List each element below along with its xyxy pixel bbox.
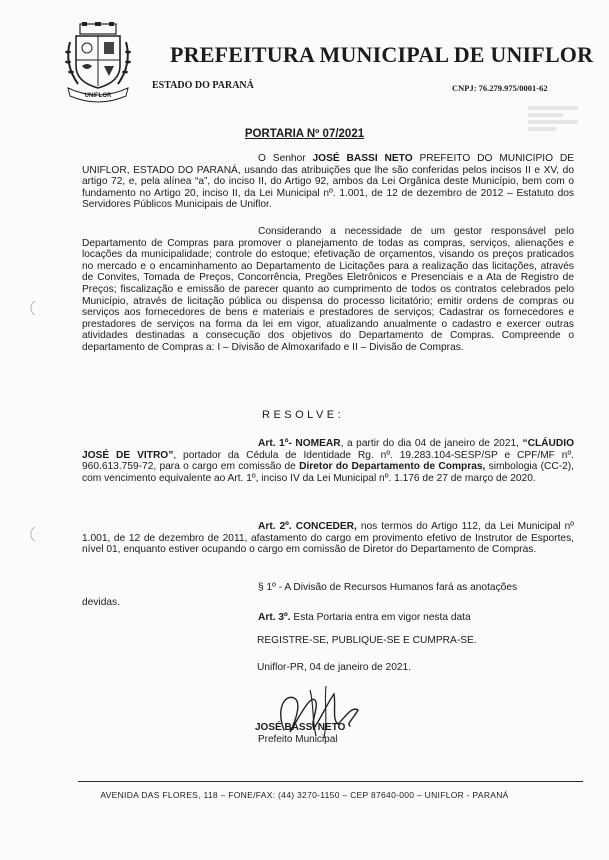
footer-address: AVENIDA DAS FLORES, 118 – FONE/FAX: (44) 3270-1150 – CEP 87640-000 – UNIFLOR - PARANÁ <box>100 790 509 800</box>
article-1-text-c: simbologia (CC-2), com vencimento equivalente ao Art. 1º, inciso IV da Lei Municipal nº. 1.176 de 27 de março de 2020. <box>82 461 575 484</box>
resolve-heading: RESOLVE: <box>262 409 345 421</box>
portaria-heading: PORTARIA Nº 07/2021 <box>244 128 365 140</box>
municipal-crest-logo <box>62 22 134 104</box>
closing-formula: REGISTRE-SE, PUBLIQUE-SE E CUMPRA-SE. <box>257 635 477 646</box>
page-title: PREFEITURA MUNICIPAL DE UNIFLOR <box>170 42 594 67</box>
preamble-text: PREFEITO DO MUNICIPIO DE UNIFLOR, ESTADO DO PARANÁ, usando das atribuições que lhe são conferidas pelos incisos II e XV, do artigo 72, e, pela alínea “a”, do inciso II, do Artigo 92, ambos da Lei Orgânica deste Município, bem com o fundamento no Artigo 20, inciso II, da Lei Municipal nº. 1.001, de 12 de dezembro de 2012 – Estatuto dos Servidores Públicos Municipais de Uniflor. <box>82 153 574 211</box>
mayor-name: JOSÉ BASSI NETO <box>312 153 413 164</box>
signatory-role: Prefeito Municipal <box>258 734 338 745</box>
article-1-text-a: , a partir do dia 04 de janeiro de 2021, <box>340 438 523 449</box>
considering-paragraph: Considerando a necessidade de um gestor responsável pelo Departamento de Compras para promover o planejamento de todas as compras, serviços, alienações e locações da municipalidade; controle do estoque; efetivação de orçamentos, visando os preços praticados no mercado e o encaminhamento ao Departamento de Licitações para a realização das licitações, através de Convites, Tomada de Preços, Concorrência, Pregões Eletrônicos e Presenciais e a Ata de Registro de Preços; fiscalização e emissão de parecer quanto ao cumprimento de todos os contratos celebrados pelo Município, através de licitação pública ou dispensa do processo licitatório; emitir ordens de compras ou serviços aos fornecedores de bens e materiais e prestadores de serviços; Cadastrar os fornecedores e prestadores de serviços na forma da lei em vigor, atualizando anualmente o cadastro e exercer outras atividades destinadas a consecução dos objetivos do Departamento de Compras. Compreende o departamento de Compras a: I – Divisão de Almoxarifado e II – Divisão de Compras. <box>82 226 574 353</box>
article-3-text: Esta Portaria entra em vigor nesta data <box>290 612 471 623</box>
article-1 <box>82 438 574 484</box>
article-1-text-b: , portador da Cédula de Identidade Rg. nº. 19.283.104-SESP/SP e CPF/MF nº. 960.613.759-72, para o cargo em comissão de <box>82 449 575 473</box>
article-1-label: Art. 1º- NOMEAR <box>258 438 341 449</box>
article-2-text: nos termos do Artigo 112, da Lei Municipal nº 1.001, de 12 de dezembro de 2011, afastamento do cargo em provimento efetivo de Instrutor de Esportes, nível 01, enquanto estiver ocupando o cargo em comissão de Diretor do Departamento de Compras. <box>82 521 574 556</box>
crest-ribbon-text: UNIFLOR <box>84 93 112 99</box>
paragraph-1-text: § 1º - A Divisão de Recursos Humanos fará as anotações <box>258 582 518 593</box>
paragraph-1-continuation: devidas. <box>82 597 120 608</box>
article-3 <box>258 612 471 623</box>
article-2 <box>82 521 574 556</box>
punch-hole-mark <box>19 298 39 318</box>
signatory-name: JOSÉ BASSI NETO <box>255 722 346 733</box>
punch-hole-mark <box>19 524 39 544</box>
appointee-name: “CLÁUDIO JOSÉ DE VITRO” <box>82 438 574 461</box>
state-label: ESTADO DO PARANÁ <box>152 80 254 91</box>
article-2-label: Art. 2º. CONCEDER, <box>258 521 357 532</box>
preamble-lead: O Senhor <box>258 153 313 164</box>
article-3-label: Art. 3º. <box>258 612 291 623</box>
footer-divider <box>78 781 583 782</box>
position-title: Diretor do Departamento de Compras, <box>299 461 486 473</box>
date-line: Uniflor-PR, 04 de janeiro de 2021. <box>257 662 412 673</box>
preamble-paragraph <box>82 153 574 211</box>
cnpj-label: CNPJ: 76.279.975/0001-62 <box>452 83 548 93</box>
